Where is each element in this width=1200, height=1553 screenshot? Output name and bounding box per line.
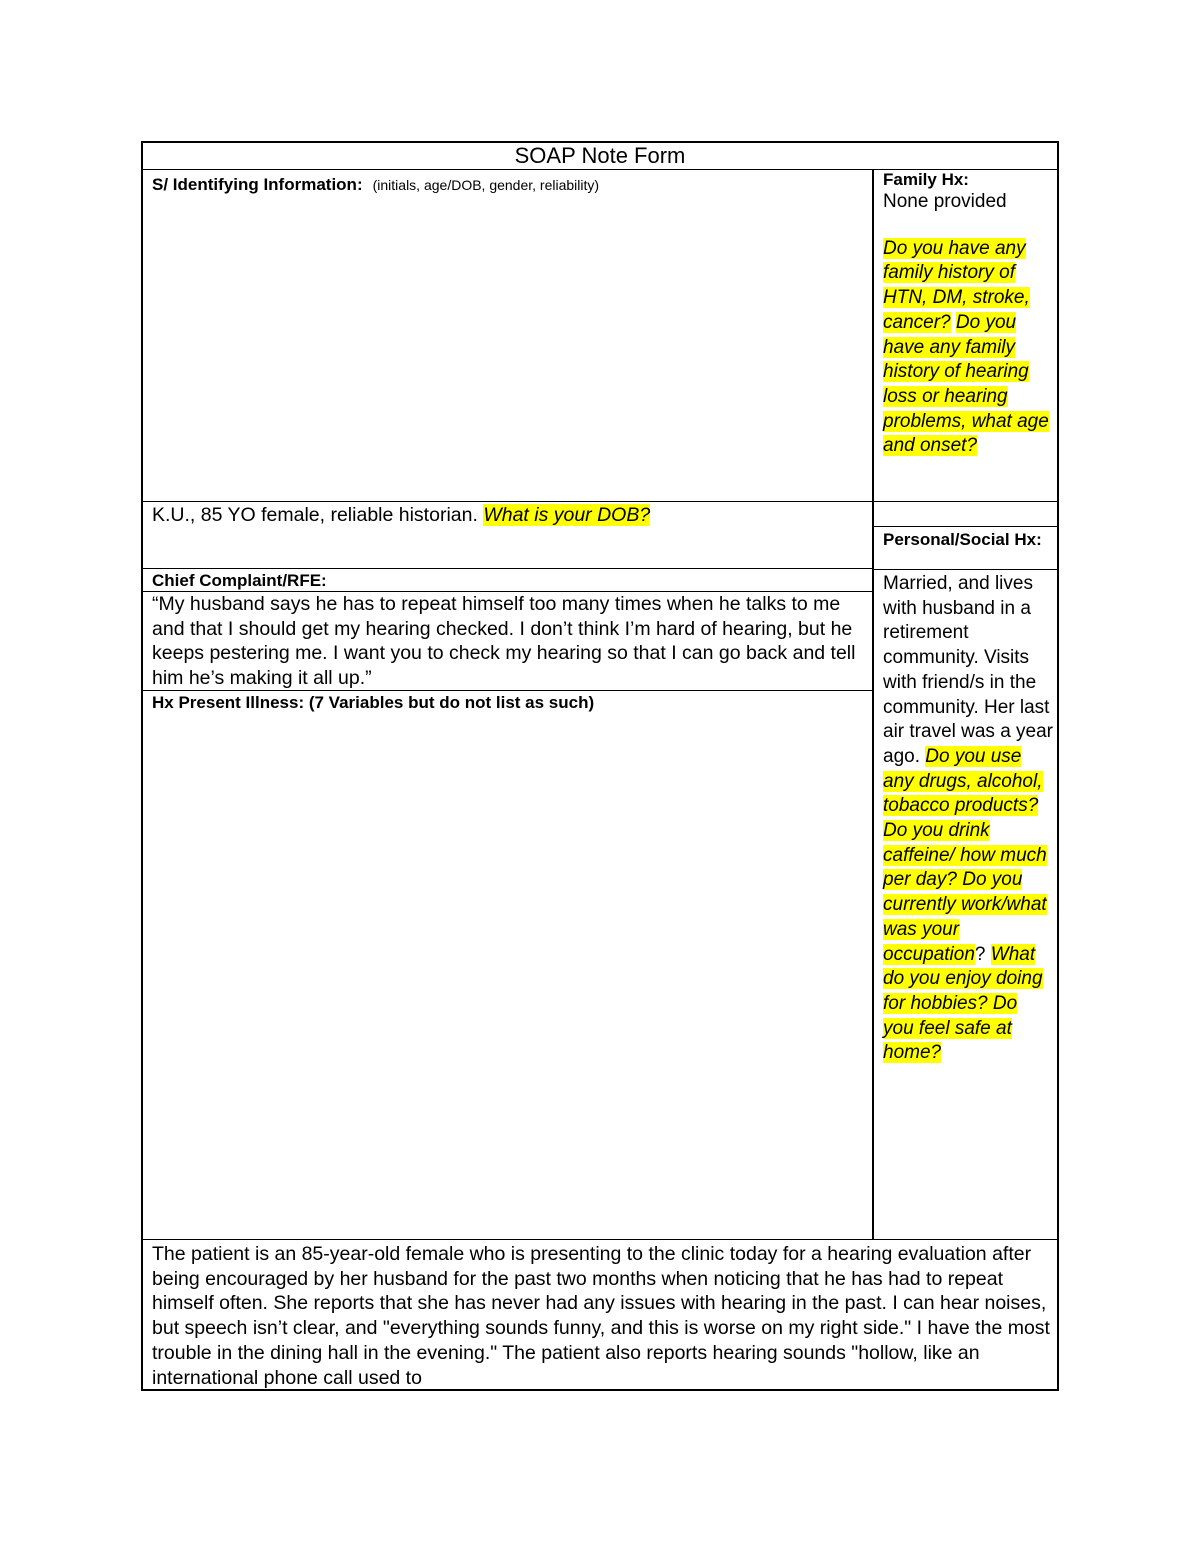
- hpi-bottom-divider: [141, 1239, 1059, 1240]
- form-title: SOAP Note Form: [514, 143, 686, 168]
- family-history-label: Family Hx:: [883, 170, 969, 189]
- table-border-left: [141, 141, 143, 1391]
- family-divider: [873, 501, 1058, 502]
- hpi-text: The patient is an 85-year-old female who is presenting to the clinic today for a hearing evaluation after being encouraged by her husband for the past two months when noticing that he has had to repeat himself often. She reports that she has never had any issues with hearing in the past. I can hear noises, but speech isn’t clear, and "everything sounds funny, and this is worse on my right side." I have the most trouble in the dining hall in the evening." The patient also reports hearing sounds "hollow, like an international phone call used to: [152, 1243, 1050, 1389]
- dob-question: What is your DOB?: [483, 504, 651, 526]
- personal-question-1-end: ?: [974, 943, 986, 965]
- personal-question-2: What do you enjoy doing for hobbies? Do you feel safe at home?: [883, 943, 1043, 1064]
- cc-top-divider: [141, 568, 873, 569]
- family-history-questions: [883, 237, 1053, 459]
- personal-social-label: Personal/Social Hx:: [883, 530, 1042, 549]
- identifying-info-value-row: [152, 503, 868, 528]
- chief-complaint-text: “My husband says he has to repeat himself too many times when he talks to me and that I should get my hearing checked. I don’t think I’m hard of hearing, but he keeps pestering me. I want you to check my hearing so that I can go back and tell him he’s making it all up.”: [152, 593, 856, 690]
- identifying-info-label-text: S/ Identifying Information:: [152, 175, 363, 194]
- family-question-2: Do you have any family history of hearing loss or hearing problems, what age and onset?: [883, 311, 1049, 457]
- personal-social-cell: [883, 572, 1053, 1066]
- family-history-value: None provided: [883, 191, 1007, 212]
- table-border-right: [1057, 141, 1059, 1391]
- ident-divider: [141, 501, 873, 502]
- column-divider: [872, 169, 874, 1240]
- identifying-info-label: [152, 175, 599, 195]
- personal-top-divider: [873, 526, 1058, 527]
- identifying-info-value: K.U., 85 YO female, reliable historian.: [152, 504, 478, 526]
- personal-head-divider: [873, 569, 1058, 570]
- identifying-info-hint: (initials, age/DOB, gender, reliability): [372, 177, 600, 193]
- personal-social-value: Married, and lives with husband in a retirement community. Visits with friend/s in the community. Her last air travel was a year ago.: [883, 573, 1054, 767]
- family-question-1: Do you have any family history of HTN, DM, stroke, cancer?: [883, 237, 1030, 333]
- family-history-cell: [883, 170, 1053, 459]
- chief-complaint-label: Chief Complaint/RFE:: [152, 571, 327, 590]
- personal-question-1: Do you use any drugs, alcohol, tobacco products? Do you drink caffeine/ how much per day? Do you currently work/what was your occupation: [883, 745, 1047, 965]
- hpi-label: Hx Present Illness: (7 Variables but do not list as such): [152, 693, 595, 712]
